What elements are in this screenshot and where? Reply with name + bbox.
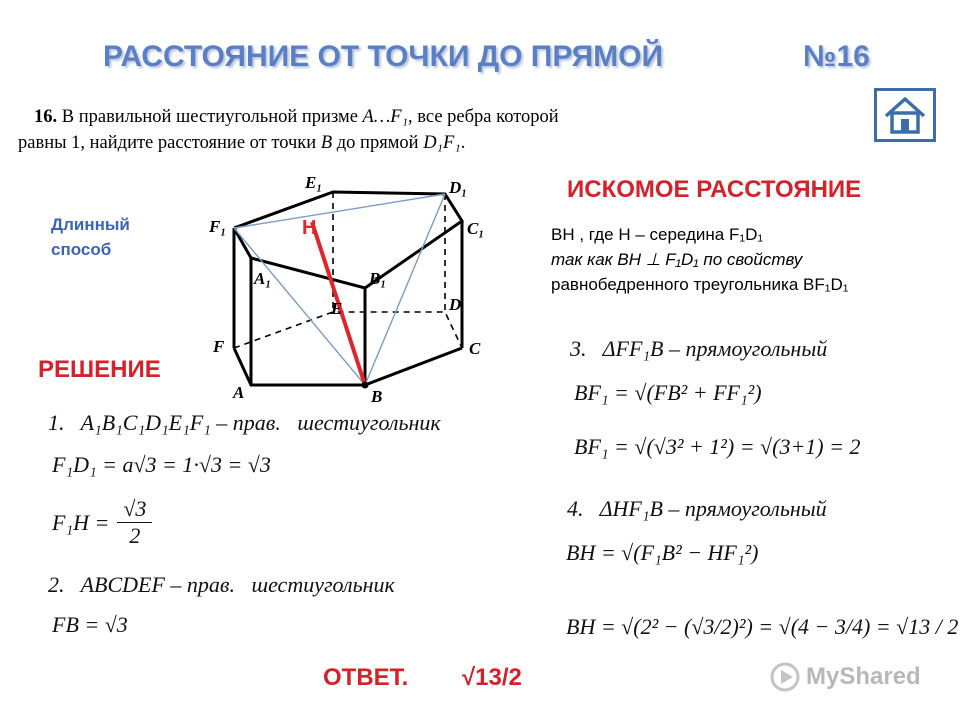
- page-title: РАССТОЯНИЕ ОТ ТОЧКИ ДО ПРЯМОЙ: [103, 40, 664, 73]
- label-c: C: [469, 339, 481, 358]
- explanation: [551, 222, 849, 297]
- method-label: Длинный способ: [51, 215, 130, 259]
- problem-text: до прямой: [332, 133, 424, 153]
- label-e: E: [331, 299, 343, 318]
- watermark-text: MyShared: [806, 663, 921, 690]
- label-b: B: [371, 387, 383, 405]
- step-3-formula-1: BF₁ = √(FB² + FF₁²): [574, 380, 762, 405]
- label-d: D: [449, 295, 462, 314]
- myshared-logo-icon: [770, 662, 800, 692]
- watermark: [770, 662, 921, 692]
- label-a: A: [233, 383, 245, 402]
- problem-number: №16: [803, 40, 870, 73]
- fraction-numerator: √3: [117, 496, 152, 523]
- home-button[interactable]: [874, 88, 936, 142]
- answer-label: ОТВЕТ.: [323, 664, 409, 691]
- prism-figure: [205, 170, 500, 405]
- label-c1: C₁: [467, 219, 485, 238]
- problem-text: В правильной шестиугольной призме: [61, 107, 363, 127]
- fraction-lhs: F₁H =: [52, 509, 110, 535]
- explanation-line-2: так как BH ⊥ F₁D₁ по свойству: [551, 250, 803, 269]
- fraction-denominator: 2: [129, 523, 141, 548]
- explanation-line-3: равнобедренного треугольника BF₁D₁: [551, 275, 849, 294]
- home-icon: [882, 95, 928, 135]
- step-1-formula-1: F₁D₁ = a√3 = 1·√3 = √3: [52, 452, 271, 477]
- problem-number-label: 16.: [34, 107, 58, 127]
- explanation-line-1: BH , где H – середина F₁D₁: [551, 225, 764, 244]
- fraction: [117, 496, 152, 549]
- problem-line-2: [18, 130, 559, 156]
- line-name: D₁F₁: [423, 133, 461, 153]
- step-4-formula-2: BH = √(2² − (√3/2)²) = √(4 − 3/4) = √13 / 2: [566, 614, 959, 639]
- step-3-title: 3. ΔFF₁B – прямоугольный: [570, 336, 828, 361]
- label-a1: A₁: [254, 269, 272, 288]
- step-1-title: 1. A₁B₁C₁D₁E₁F₁ – прав. шестиугольник: [48, 410, 441, 435]
- label-d1: D₁: [449, 178, 468, 197]
- problem-line-1: [34, 104, 559, 130]
- step-1-formula-2: [52, 496, 152, 549]
- answer-value: √13/2: [462, 664, 522, 691]
- problem-text: , все ребра которой: [408, 107, 559, 127]
- solution-heading: РЕШЕНИЕ: [38, 356, 161, 383]
- step-4-title: 4. ΔHF₁B – прямоугольный: [567, 496, 827, 521]
- step-3-formula-2: BF₁ = √(√3² + 1²) = √(3+1) = 2: [574, 434, 861, 459]
- problem-text: .: [460, 133, 466, 153]
- problem-statement: [18, 104, 559, 156]
- prism-name: A…F₁: [362, 107, 409, 127]
- label-f: F: [213, 337, 225, 356]
- step-2-formula-1: FB = √3: [52, 612, 128, 637]
- label-f1: F₁: [209, 217, 227, 236]
- problem-text: равны 1, найдите расстояние от точки: [18, 133, 321, 153]
- sought-distance-heading: ИСКОМОЕ РАССТОЯНИЕ: [567, 176, 862, 203]
- step-2-title: 2. ABCDEF – прав. шестиугольник: [48, 572, 395, 597]
- label-e1: E₁: [305, 173, 323, 192]
- step-4-formula-1: BH = √(F₁B² − HF₁²): [566, 540, 759, 565]
- label-h: H: [302, 217, 317, 239]
- label-b1: B₁: [369, 269, 387, 288]
- point-name: B: [320, 133, 333, 153]
